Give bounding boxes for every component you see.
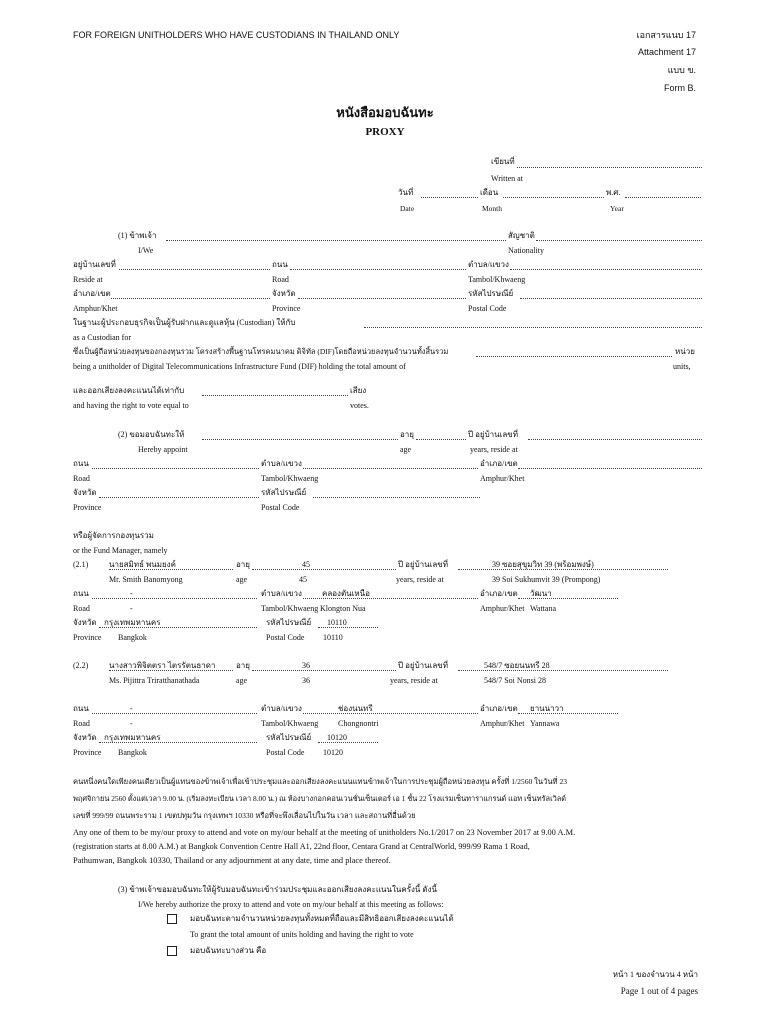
p21-road-val-en: - xyxy=(130,604,133,613)
p22-province-val-th: กรุงเทพมหานคร xyxy=(104,733,161,742)
p22-amphur-line xyxy=(518,713,618,714)
p22-postal-val-en: 10120 xyxy=(323,748,343,757)
s2-road-th: ถนน xyxy=(73,459,89,468)
s1-vote-th: และออกเสียงลงคะแนนได้เท่ากับ xyxy=(73,386,185,395)
p22-tambol-val-th: ช่องนนทรี xyxy=(338,704,373,713)
s2-road-en: Road xyxy=(73,474,90,483)
fund-manager-th: หรือผู้จัดการกองทุนรวม xyxy=(73,531,154,540)
written-at-th: เขียนที่ xyxy=(491,157,515,166)
p21-addr-line xyxy=(458,569,668,570)
s1-units-field[interactable] xyxy=(476,356,672,357)
title-en: PROXY xyxy=(365,126,405,138)
p22-amphur-val-th: ยานนาวา xyxy=(530,704,564,713)
p21-postal-line xyxy=(318,627,378,628)
s1-name-field[interactable] xyxy=(166,240,506,241)
s1-tambol-field[interactable] xyxy=(510,269,702,270)
p21-amphur-val-th: วัฒนา xyxy=(530,589,552,598)
p21-age-en: 45 xyxy=(299,575,307,584)
option-full-th: มอบฉันทะตามจำนวนหน่วยลงทุนทั้งหมดที่ถือและมีสิทธิออกเสียงลงคะแนนได้ xyxy=(190,914,454,923)
p22-road-val-en: - xyxy=(130,719,133,728)
s1-custodian-field[interactable] xyxy=(364,327,702,328)
year-label-th: พ.ศ. xyxy=(606,188,621,197)
p22-number: (2.2) xyxy=(73,661,89,670)
s1-amphur-th: อำเภอ/เขต xyxy=(73,289,111,298)
option-partial-checkbox[interactable] xyxy=(167,946,177,956)
p21-tambol-val-th: คลองตันเหนือ xyxy=(322,589,370,598)
p22-age-label-th: อายุ xyxy=(236,661,250,670)
meeting-en-line1: Any one of them to be my/our proxy to attend and vote on my/our behalf at the meeting of unitholders No.1/2017 on 23 November 2017 at 9.00 A.M. xyxy=(73,828,576,837)
p22-addr-th: 548/7 ซอยนนทรี 28 xyxy=(484,661,550,670)
meeting-th-line3: เลขที่ 999/99 ถนนพระราม 1 เขตปทุมวัน กรุงเทพฯ 10330 หรือที่จะพึงเลื่อนไปในวัน เวลา และสถานที่อื่นด้วย xyxy=(73,811,416,820)
s1-units-en: units, xyxy=(673,362,691,371)
p22-addr-en: 548/7 Soi Nonsi 28 xyxy=(484,676,547,685)
p22-age-label-en: age xyxy=(236,676,248,685)
option-full-checkbox[interactable] xyxy=(167,914,177,924)
s1-postal-field[interactable] xyxy=(520,298,702,299)
s2-age-th: อายุ xyxy=(400,430,414,439)
p21-age-th: 45 xyxy=(302,560,310,569)
s3-label-th: (3) ข้าพเจ้าขอมอบฉันทะให้ผู้รับมอบฉันทะเข้าร่วมประชุมและออกเสียงลงคะแนนในครั้งนี้ ดังนี้ xyxy=(118,885,437,894)
s1-custodian-th: ในฐานะผู้ประกอบธุรกิจเป็นผู้รับฝากและดูแลหุ้น (Custodian) ให้กับ xyxy=(73,318,296,327)
p21-province-th: จังหวัด xyxy=(73,618,97,627)
p21-amphur-th: อำเภอ/เขต xyxy=(480,589,518,598)
p21-postal-val-en: 10110 xyxy=(323,633,343,642)
meeting-th-line1: คนหนึ่งคนใดเพียงคนเดียวเป็นผู้แทนของข้าพเจ้าเพื่อเข้าประชุมและออกเสียงลงคะแนนแทนข้าพเจ้าในการประชุมผู้ถือหน่วยลงทุน ครั้งที่ 1/2560 ในวันที่ 23 xyxy=(73,777,568,786)
p21-postal-en: Postal Code xyxy=(266,633,305,642)
p22-road-en: Road xyxy=(73,719,90,728)
p22-postal-val-th: 10120 xyxy=(327,733,347,742)
p22-amphur-val-en: Yannawa xyxy=(530,719,560,728)
month-label-en: Month xyxy=(482,204,503,213)
day-label-en: Date xyxy=(400,204,415,213)
s1-province-field[interactable] xyxy=(298,298,466,299)
p22-postal-line xyxy=(318,742,378,743)
s2-age-en: age xyxy=(400,445,412,454)
s2-tambol-en: Tambol/Khwaeng xyxy=(261,474,319,483)
s2-years-th: ปี อยู่บ้านเลขที่ xyxy=(468,430,518,439)
option-full-en: To grant the total amount of units holding and having the right to vote xyxy=(190,930,414,939)
s2-tambol-field[interactable] xyxy=(303,468,478,469)
p21-years-en: years, reside at xyxy=(396,575,444,584)
p22-tambol-val-en: Chongnontri xyxy=(338,719,379,728)
s2-postal-en: Postal Code xyxy=(261,503,300,512)
month-field[interactable] xyxy=(503,197,604,198)
written-at-field[interactable] xyxy=(517,167,702,168)
s2-province-en: Province xyxy=(73,503,102,512)
p21-tambol-th: ตำบล/แขวง xyxy=(261,589,302,598)
p22-years-en: years, reside at xyxy=(390,676,438,685)
s1-nationality-field[interactable] xyxy=(536,240,702,241)
p22-age-en: 36 xyxy=(302,676,310,685)
s1-reside-th: อยู่บ้านเลขที่ xyxy=(73,260,116,269)
s1-reside-field[interactable] xyxy=(119,269,270,270)
p22-province-line xyxy=(99,742,257,743)
p21-province-val-th: กรุงเทพมหานคร xyxy=(104,618,161,627)
s2-tambol-th: ตำบล/แขวง xyxy=(261,459,302,468)
s1-road-en: Road xyxy=(272,275,289,284)
p22-age-line xyxy=(252,670,396,671)
s1-province-th: จังหวัด xyxy=(272,289,296,298)
s1-province-en: Province xyxy=(272,304,301,313)
year-field[interactable] xyxy=(625,197,701,198)
p22-years-th: ปี อยู่บ้านเลขที่ xyxy=(398,661,448,670)
meeting-en-line2: (registration starts at 8.00 A.M.) at Bangkok Convention Centre Hall A1, 22nd floor, Centara Grand at CentralWorld, 999/99 Rama 1 Road, xyxy=(73,842,530,851)
p22-tambol-en: Tambol/Khwaeng xyxy=(261,719,319,728)
s2-years-en: years, reside at xyxy=(470,445,518,454)
s2-amphur-field[interactable] xyxy=(518,468,702,469)
s1-votes-en: votes. xyxy=(350,401,369,410)
form-label-en: Form B. xyxy=(663,83,696,93)
p21-addr-en: 39 Soi Sukhumvit 39 (Prompong) xyxy=(492,575,601,584)
p21-age-label-th: อายุ xyxy=(236,560,250,569)
s1-tambol-th: ตำบล/แขวง xyxy=(468,260,509,269)
p21-years-th: ปี อยู่บ้านเลขที่ xyxy=(398,560,448,569)
p22-province-th: จังหวัด xyxy=(73,733,97,742)
year-label-en: Year xyxy=(610,204,624,213)
meeting-th-line2: พฤศจิกายน 2560 ตั้งแต่เวลา 9.00 น. (เริ่มลงทะเบียน เวลา 8.00 น.) ณ ห้องบางกอกคอนเวนชั่นเซ็นเตอร์ เอ 1 ชั้น 22 โรงแรมเซ็นทาราแกรนด์ แอท เซ็นทรัลเวิลด์ xyxy=(73,794,567,803)
p21-amphur-line xyxy=(518,598,618,599)
p21-number: (2.1) xyxy=(73,560,89,569)
s1-votes-field[interactable] xyxy=(202,395,348,396)
p22-addr-line xyxy=(458,670,668,671)
s1-postal-th: รหัสไปรษณีย์ xyxy=(468,289,514,298)
p21-road-val-th: - xyxy=(130,589,133,598)
p22-tambol-line xyxy=(303,713,478,714)
s1-holder-th: ซึ่งเป็นผู้ถือหน่วยลงทุนของกองทุนรวม โครงสร้างพื้นฐานโทรคมนาคม ดิจิทัล (DIF)โดยถือหน่วยลงทุนจำนวนทั้งสิ้นรวม xyxy=(73,347,449,356)
s1-tambol-en: Tambol/Khwaeng xyxy=(468,275,526,284)
s2-reside-field[interactable] xyxy=(528,439,702,440)
attachment-label: Attachment 17 xyxy=(637,47,696,57)
p22-postal-th: รหัสไปรษณีย์ xyxy=(266,733,312,742)
fund-manager-en: or the Fund Manager, namely xyxy=(73,546,168,555)
form-label-th: แบบ ข. xyxy=(667,65,696,75)
s1-postal-en: Postal Code xyxy=(468,304,507,313)
s2-postal-field[interactable] xyxy=(313,497,480,498)
p22-province-en: Province xyxy=(73,748,102,757)
s2-province-th: จังหวัด xyxy=(73,488,97,497)
p21-province-line xyxy=(99,627,257,628)
title-th: หนังสือมอบฉันทะ xyxy=(336,105,434,120)
day-label-th: วันที่ xyxy=(398,188,414,197)
p21-age-line xyxy=(252,569,396,570)
p21-amphur-en: Amphur/Khet xyxy=(480,604,525,613)
s1-reside-en: Reside at xyxy=(73,275,103,284)
s1-holder-en: being a unitholder of Digital Telecommunications Infrastructure Fund (DIF) holding the total amount of xyxy=(73,362,406,371)
s1-nationality-en: Nationality xyxy=(508,246,544,255)
s2-amphur-en: Amphur/Khet xyxy=(480,474,525,483)
s1-amphur-en: Amphur/Khet xyxy=(73,304,118,313)
p21-amphur-val-en: Wattana xyxy=(530,604,557,613)
p22-name-line xyxy=(109,670,233,671)
month-label-th: เดือน xyxy=(480,188,499,197)
s1-road-th: ถนน xyxy=(272,260,288,269)
page-number-th: หน้า 1 ของจำนวน 4 หน้า xyxy=(612,970,698,979)
p21-tambol-en: Tambol/Khwaeng xyxy=(261,604,319,613)
p21-name-en: Mr. Smith Banomyong xyxy=(109,575,183,584)
p22-road-line xyxy=(92,713,257,714)
s2-road-field[interactable] xyxy=(92,468,259,469)
p21-name-th: นายสมิทธ์ พนมยงค์ xyxy=(109,560,176,569)
s2-province-field[interactable] xyxy=(99,497,259,498)
s1-road-field[interactable] xyxy=(290,269,466,270)
p21-province-en: Province xyxy=(73,633,102,642)
p22-road-th: ถนน xyxy=(73,704,89,713)
p22-amphur-en: Amphur/Khet xyxy=(480,719,525,728)
s1-amphur-field[interactable] xyxy=(111,298,270,299)
p22-province-val-en: Bangkok xyxy=(118,748,147,757)
page-number-en: Page 1 out of 4 pages xyxy=(620,986,698,996)
p21-province-val-en: Bangkok xyxy=(118,633,147,642)
document-number-th: เอกสารแนบ 17 xyxy=(636,30,696,40)
p21-road-en: Road xyxy=(73,604,90,613)
p22-tambol-th: ตำบล/แขวง xyxy=(261,704,302,713)
s1-nationality-th: สัญชาติ xyxy=(508,231,535,240)
day-field[interactable] xyxy=(421,197,478,198)
s2-amphur-th: อำเภอ/เขต xyxy=(480,459,518,468)
p22-name-th: นางสาวพิจิตตรา ไตรรัตนธาดา xyxy=(109,661,216,670)
s2-name-field[interactable] xyxy=(202,439,398,440)
s1-custodian-en: as a Custodian for xyxy=(73,333,131,342)
p22-postal-en: Postal Code xyxy=(266,748,305,757)
s1-label-en: I/We xyxy=(138,246,154,255)
s1-unit-th: หน่วย xyxy=(675,347,695,356)
meeting-en-line3: Pathumwan, Bangkok 10330, Thailand or any adjournment at any date, time and place thereof. xyxy=(73,856,391,865)
p22-name-en: Ms. Pijittra Triratthanathada xyxy=(109,676,200,685)
p21-postal-val-th: 10110 xyxy=(327,618,347,627)
p21-name-line xyxy=(109,569,233,570)
p22-age-th: 36 xyxy=(302,661,310,670)
s2-postal-th: รหัสไปรษณีย์ xyxy=(261,488,307,497)
p21-postal-th: รหัสไปรษณีย์ xyxy=(266,618,312,627)
p21-tambol-line xyxy=(303,598,478,599)
p21-road-th: ถนน xyxy=(73,589,89,598)
s1-votes-th: เสียง xyxy=(350,386,367,395)
s1-label-th: (1) ข้าพเจ้า xyxy=(118,231,157,240)
p21-road-line xyxy=(92,598,257,599)
s3-label-en: I/We hereby authorize the proxy to attend and vote on my/our behalf at this meeting as follows: xyxy=(138,900,444,909)
p22-amphur-th: อำเภอ/เขต xyxy=(480,704,518,713)
s1-vote-en: and having the right to vote equal to xyxy=(73,401,189,410)
p21-tambol-val-en: Klongton Nua xyxy=(320,604,366,613)
p21-addr-th: 39 ซอยสุขุมวิท 39 (พร้อมพงษ์) xyxy=(492,560,594,569)
p21-age-label-en: age xyxy=(236,575,248,584)
p22-road-val-th: - xyxy=(130,704,133,713)
option-partial-th: มอบฉันทะบางส่วน คือ xyxy=(190,946,267,955)
s2-label-en: Hereby appoint xyxy=(138,445,188,454)
written-at-en: Written at xyxy=(491,174,523,183)
s2-label-th: (2) ขอมอบฉันทะให้ xyxy=(118,430,185,439)
s2-age-field[interactable] xyxy=(416,439,466,440)
header-notice: FOR FOREIGN UNITHOLDERS WHO HAVE CUSTODIANS IN THAILAND ONLY xyxy=(73,30,400,40)
